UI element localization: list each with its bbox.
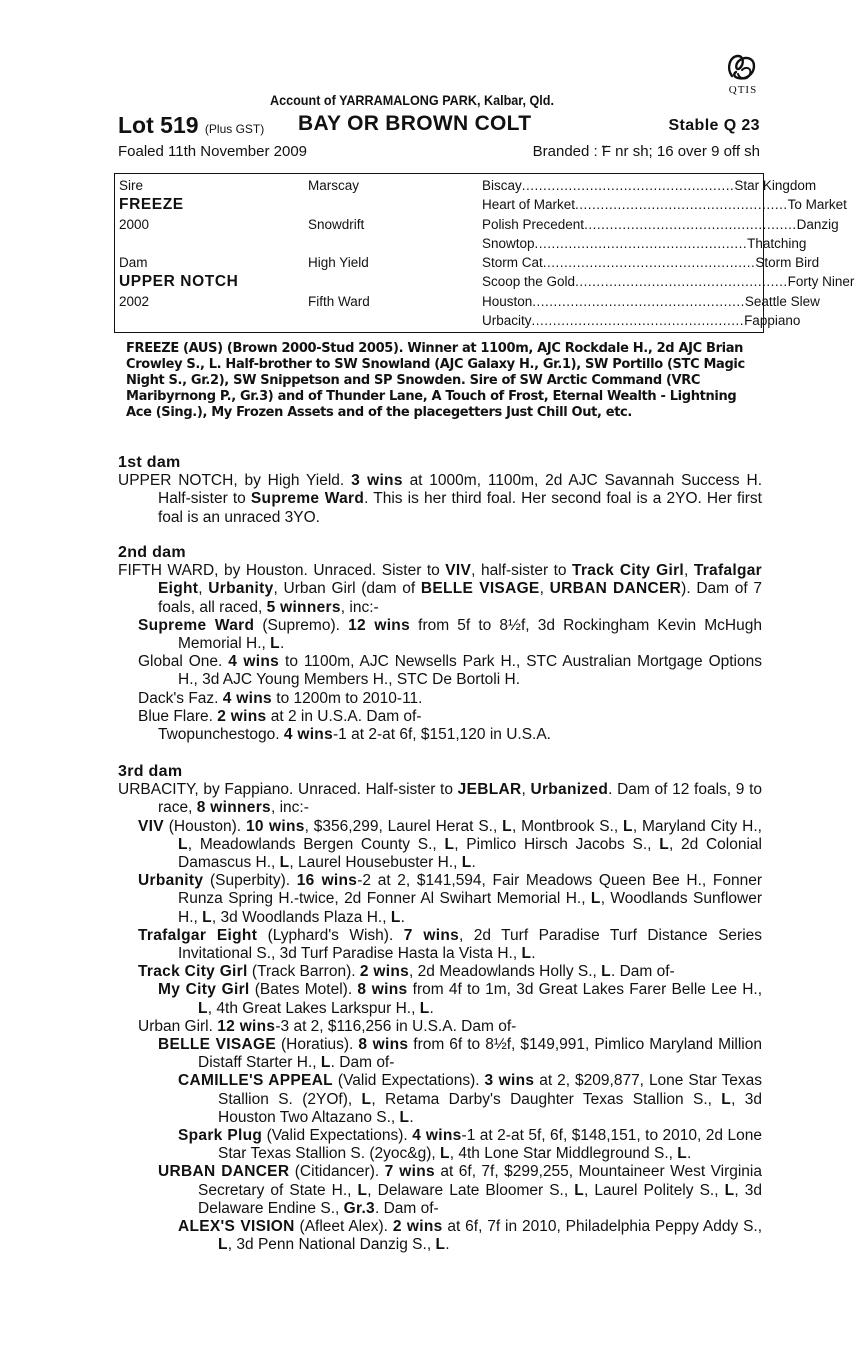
section-heading: 1st dam [118,454,181,471]
dam-name: UPPER NOTCH [119,273,239,290]
pedigree-g3-row: Heart of Market .................................................. To Market [482,197,847,212]
g3-sire: Star Kingdom [734,178,817,193]
lot-number [118,112,264,139]
logo-text: QTIS [728,84,758,96]
pedigree-entry: My City Girl (Bates Motel). 8 wins from 4f to 1m, 3d Great Lakes Farer Belle Lee H., L, 4th Great Lakes Larkspur H., L. [158,981,762,1017]
g3-horse: Biscay [482,178,522,193]
section-heading: 3rd dam [118,763,183,780]
pedigree-entry: Urban Girl. 12 wins-3 at 2, $116,256 in U.S.A. Dam of- [138,1017,517,1035]
pedigree-entry: Blue Flare. 2 wins at 2 in U.S.A. Dam of- [138,707,422,725]
sire-summary: FREEZE (AUS) (Brown 2000-Stud 2005). Winner at 1100m, AJC Rockdale H., 2d AJC Brian Crowley S., L. Half-brother to SW Snowland (AJC Galaxy H., Gr.1), SW Portillo (STC Magic Night S., Gr.2), SW Snippetson and SP Snowden. Sire of SW Arctic Command (VRC Maribyrnong P., Gr.3) and of Thunder Lane, A Touch of Frost, Eternal Wealth - Lightning Ace (Sing.), My Frozen Assets and of the placegetters Just Chill Out, etc. [126,341,745,420]
g3-horse: Storm Cat [482,255,543,270]
brand-marks: Branded : ̃F nr sh; 16 over 9 off sh [532,143,760,160]
second-dam-section [118,544,762,744]
stable-number: Stable Q 23 [668,117,760,134]
pedigree-entry: VIV (Houston). 10 wins, $356,299, Laurel Herat S., L, Montbrook S., L, Maryland City H., L, Meadowlands Bergen County S., L, Pimlico Hirsch Jacobs S., L, 2d Colonial Damascus H., L, Laurel Housebuster H., L. [138,817,762,872]
first-dam-entries [118,472,762,527]
pedigree-entry: FIFTH WARD, by Houston. Unraced. Sister to VIV, half-sister to Track City Girl, Trafalgar Eight, Urbanity, Urban Girl (dam of BELLE VISAGE, URBAN DANCER). Dam of 7 foals, all raced, 5 winners, inc:- [118,562,762,616]
g3-horse: Scoop the Gold [482,274,576,289]
pedigree-g3-row: Biscay .................................................. Star Kingdom [482,178,817,193]
sire-year: 2000 [119,217,150,232]
pedigree-entry: UPPER NOTCH, by High Yield. 3 wins at 1000m, 1100m, 2d AJC Savannah Success H. Half-sister to Supreme Ward. This is her third foal. Her second foal is a 2YO. Her first foal is an unraced 3YO. [118,472,762,526]
qtis-emblem-icon [724,50,762,86]
first-dam-section [118,454,762,527]
third-dam-section [118,763,762,1254]
g3-horse: Houston [482,294,533,309]
sire-name: FREEZE [119,196,184,213]
pedigree-table [114,173,855,333]
pedigree-entry: ALEX'S VISION (Afleet Alex). 2 wins at 6f, 7f in 2010, Philadelphia Peppy Addy S., L, 3d Penn National Danzig S., L. [178,1218,763,1254]
pedigree-entry: CAMILLE'S APPEAL (Valid Expectations). 3 wins at 2, $209,877, Lone Star Texas Stallion S. (2YOf), L, Retama Darby's Daughter Texas Stallion S., L, 3d Houston Two Altazano S., L. [178,1072,762,1126]
pedigree-entry: Dack's Faz. 4 wins to 1200m to 2010-11. [138,689,423,707]
pedigree-entry: URBACITY, by Fappiano. Unraced. Half-sister to JEBLAR, Urbanized. Dam of 12 foals, 9 to race, 8 winners, inc:- [118,781,762,817]
pedigree-g3-row: Polish Precedent .................................................. Danzig [482,217,839,232]
pedigree-entry: Track City Girl (Track Barron). 2 wins, 2d Meadowlands Holly S., L. Dam of- [138,963,675,981]
g3-horse: Urbacity [482,313,532,328]
g3-sire: Danzig [796,217,839,232]
pedigree-entry: Twopunchestogo. 4 wins-1 at 2-at 6f, $151,120 in U.S.A. [158,726,551,744]
g3-sire: Storm Bird [755,255,820,270]
dam-label: Dam [119,255,148,270]
pedigree-g3-row: Snowtop .................................................. Thatching [482,236,807,251]
pedigree-entry: Trafalgar Eight (Lyphard's Wish). 7 wins, 2d Turf Paradise Turf Distance Series Invitational S., 3d Turf Paradise Hasta la Vista H., L. [138,926,763,963]
qtis-logo [718,50,768,96]
foaled-date: Foaled 11th November 2009 [118,143,308,160]
section-heading: 2nd dam [118,544,186,561]
dam-dam: Fifth Ward [308,294,370,309]
g3-sire: Forty Niner [787,274,855,289]
sire-label: Sire [119,178,144,193]
pedigree-entry: Urbanity (Superbity). 16 wins-2 at 2, $141,594, Fair Meadows Queen Bee H., Fonner Runza Spring H.-twice, 2d Fonner Al Swihart Memorial H., L, Woodlands Sunflower H., L, 3d Woodlands Plaza H., L. [138,872,762,926]
g3-sire: To Market [787,197,847,212]
g3-horse: Snowtop [482,236,535,251]
pedigree-g3-row: Storm Cat .................................................. Storm Bird [482,255,820,270]
pedigree-g3-row: Urbacity .................................................. Fappiano [482,313,801,328]
g3-sire: Thatching [747,236,807,251]
second-dam-entries [118,562,762,744]
pedigree-entry: Global One. 4 wins to 1100m, AJC Newsells Park H., STC Australian Mortgage Options H., 3d AJC Young Members H., STC De Bortoli H. [138,653,762,689]
pedigree-entry: BELLE VISAGE (Horatius). 8 wins from 6f to 8½f, $149,991, Pimlico Maryland Million Distaff Starter H., L. Dam of- [158,1036,762,1072]
g3-sire: Seattle Slew [744,294,820,309]
sire-dam: Snowdrift [308,217,365,232]
lot-header [118,112,762,138]
lot-label: Lot 519 [118,112,199,138]
pedigree-g3-row: Houston .................................................. Seattle Slew [482,294,820,309]
third-dam-entries [118,781,762,1254]
vendor-account: Account of YARRAMALONG PARK, Kalbar, Qld. [270,92,554,108]
pedigree-entry: Supreme Ward (Supremo). 12 wins from 5f to 8½f, 3d Rockingham Kevin McHugh Memorial H., L. [138,616,762,653]
sire-sire: Marscay [308,178,360,193]
g3-horse: Heart of Market [482,197,576,212]
g3-sire: Fappiano [744,313,801,328]
pedigree-entry: URBAN DANCER (Citidancer). 7 wins at 6f, 7f, $299,255, Mountaineer West Virginia Secretary of State H., L, Delaware Late Bloomer S., L, Laurel Politely S., L, 3d Delaware Endine S., Gr.3. Dam of- [158,1163,762,1217]
dam-year: 2002 [119,294,150,309]
pedigree-entry: Spark Plug (Valid Expectations). 4 wins-1 at 2-at 5f, 6f, $148,151, to 2010, 2d Lone Star Texas Stallion S. (2yoc&g), L, 4th Lone Star Middleground S., L. [178,1127,762,1163]
plus-gst: (Plus GST) [204,122,265,136]
dam-sire: High Yield [308,255,369,270]
pedigree-g3-row: Scoop the Gold .................................................. Forty Niner [482,274,855,289]
g3-horse: Polish Precedent [482,217,585,232]
horse-description: BAY OR BROWN COLT [298,112,532,135]
